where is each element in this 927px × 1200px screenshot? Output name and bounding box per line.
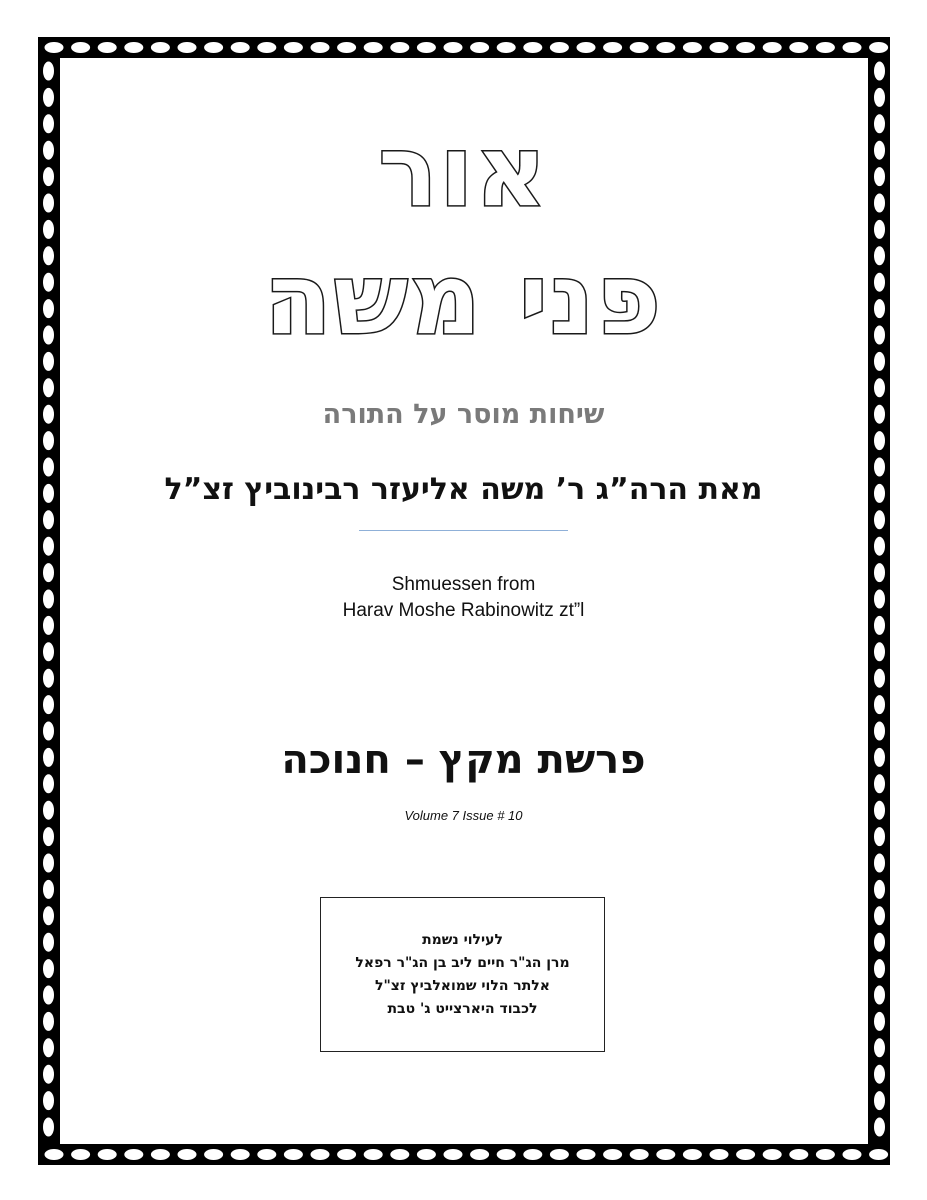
border-dot [364, 1149, 383, 1160]
border-dot [874, 167, 885, 186]
volume-issue: Volume 7 Issue # 10 [404, 808, 523, 823]
border-dot [43, 326, 54, 345]
border-dot [577, 1149, 596, 1160]
border-dot [417, 1149, 436, 1160]
border-dot [656, 1149, 675, 1160]
border-dot [874, 114, 885, 133]
border-dot [43, 537, 54, 556]
border-dot [874, 62, 885, 81]
border-dot [843, 42, 862, 53]
border-dot [43, 722, 54, 741]
border-dot [43, 378, 54, 397]
border-dot [43, 1038, 54, 1057]
border-dot [43, 642, 54, 661]
parsha-heading: פרשת מקץ – חנוכה [281, 737, 646, 783]
border-dot [43, 405, 54, 424]
border-dot [736, 1149, 755, 1160]
border-dot [874, 1038, 885, 1057]
border-dot [874, 1065, 885, 1084]
border-dot [43, 616, 54, 635]
border-dot [43, 194, 54, 213]
border-dot [874, 748, 885, 767]
border-dot [43, 827, 54, 846]
border-dot [43, 854, 54, 873]
border-dot [71, 42, 90, 53]
border-dot [43, 484, 54, 503]
author-english-line-2: Harav Moshe Rabinowitz zt”l [342, 600, 585, 621]
border-dot [71, 1149, 90, 1160]
border-dot [43, 669, 54, 688]
border-dot [231, 1149, 250, 1160]
border-dot [874, 827, 885, 846]
border-dot [43, 880, 54, 899]
border-dot [874, 220, 885, 239]
author-hebrew: מאת הרה”ג ר’ משה אליעזר רבינוביץ זצ”ל [164, 472, 763, 507]
border-dot [869, 1149, 888, 1160]
border-dot [874, 986, 885, 1005]
border-dot [874, 669, 885, 688]
border-dot [337, 42, 356, 53]
border-dot [43, 748, 54, 767]
border-dot [874, 616, 885, 635]
title-line-1: אור [378, 115, 549, 229]
border-dot [874, 801, 885, 820]
title-line-2: פני משה [264, 243, 663, 357]
dedication-line-4: לכבוד היארצייט ג' טבת [387, 1001, 538, 1017]
border-dot [497, 42, 516, 53]
border-dot [874, 880, 885, 899]
dedication-line-3: אלתר הלוי שמואלביץ זצ"ל [375, 978, 550, 994]
border-dot [417, 42, 436, 53]
border-dot [603, 1149, 622, 1160]
border-dot [763, 42, 782, 53]
border-dot [683, 1149, 702, 1160]
border-dot [43, 774, 54, 793]
border-dot [98, 1149, 117, 1160]
border-dot [204, 1149, 223, 1160]
border-dot [683, 42, 702, 53]
border-dot [43, 695, 54, 714]
border-dot [630, 1149, 649, 1160]
border-dot [43, 959, 54, 978]
subtitle: שיחות מוסר על התורה [322, 399, 605, 430]
border-dot [874, 1118, 885, 1137]
border-dot [43, 1118, 54, 1137]
border-dot [311, 42, 330, 53]
divider-line [359, 530, 568, 531]
border-dot [43, 273, 54, 292]
border-dot [874, 378, 885, 397]
border-dot [874, 510, 885, 529]
border-dot [603, 42, 622, 53]
border-dot [874, 695, 885, 714]
border-dot [364, 42, 383, 53]
border-dot [789, 42, 808, 53]
border-dot [43, 933, 54, 952]
dedication-box [320, 897, 605, 1052]
border-dot [874, 563, 885, 582]
border-dot [789, 1149, 808, 1160]
border-dot [874, 590, 885, 609]
border-dot [204, 42, 223, 53]
border-dot [869, 42, 888, 53]
border-dot [816, 42, 835, 53]
border-dot [43, 220, 54, 239]
border-dot [43, 114, 54, 133]
border-dot [43, 352, 54, 371]
border-dot [550, 42, 569, 53]
border-dot [124, 42, 143, 53]
border-dot [874, 299, 885, 318]
border-dot [43, 88, 54, 107]
border-dot [874, 405, 885, 424]
border-dot [444, 1149, 463, 1160]
border-dot [874, 194, 885, 213]
border-dot [231, 42, 250, 53]
border-dot [43, 458, 54, 477]
border-dot [874, 326, 885, 345]
border-dot [874, 774, 885, 793]
border-dot [874, 537, 885, 556]
border-dot [736, 42, 755, 53]
border-dot [43, 510, 54, 529]
border-dot [874, 273, 885, 292]
border-dot [874, 1091, 885, 1110]
border-dot [550, 1149, 569, 1160]
border-dot [874, 906, 885, 925]
border-dot [763, 1149, 782, 1160]
border-dot [874, 642, 885, 661]
border-dot [43, 986, 54, 1005]
border-dot [43, 167, 54, 186]
border-dot [390, 1149, 409, 1160]
border-dot [43, 1065, 54, 1084]
border-dot [816, 1149, 835, 1160]
border-dot [284, 42, 303, 53]
border-dot [43, 431, 54, 450]
border-dot [497, 1149, 516, 1160]
border-dot [710, 1149, 729, 1160]
border-dot [843, 1149, 862, 1160]
border-dot [45, 1149, 64, 1160]
border-dot [43, 141, 54, 160]
border-dot [151, 1149, 170, 1160]
border-dot [45, 42, 64, 53]
border-dot [523, 1149, 542, 1160]
border-dot [43, 906, 54, 925]
border-dot [43, 590, 54, 609]
border-dot [178, 1149, 197, 1160]
border-dot [470, 1149, 489, 1160]
border-dot [656, 42, 675, 53]
border-dot [444, 42, 463, 53]
border-dot [43, 563, 54, 582]
border-dot [151, 42, 170, 53]
border-dot [874, 1012, 885, 1031]
border-dot [874, 431, 885, 450]
border-dot [284, 1149, 303, 1160]
border-dot [257, 1149, 276, 1160]
border-dot [43, 246, 54, 265]
border-dot [874, 141, 885, 160]
border-dot [178, 42, 197, 53]
border-dot [98, 42, 117, 53]
border-dot [337, 1149, 356, 1160]
border-dot [577, 42, 596, 53]
border-dot [874, 458, 885, 477]
border-dot [43, 1091, 54, 1110]
border-dot [874, 88, 885, 107]
border-dot [470, 42, 489, 53]
border-dot [390, 42, 409, 53]
author-english-line-1: Shmuessen from [391, 574, 536, 595]
border-dot [43, 1012, 54, 1031]
dedication-line-1: לעילוי נשמת [422, 932, 503, 948]
border-dot [124, 1149, 143, 1160]
border-dot [630, 42, 649, 53]
border-dot [874, 854, 885, 873]
border-dot [710, 42, 729, 53]
border-dot [257, 42, 276, 53]
border-dot [523, 42, 542, 53]
border-dot [874, 959, 885, 978]
border-dot [43, 801, 54, 820]
border-dot [311, 1149, 330, 1160]
border-dot [874, 352, 885, 371]
border-dot [874, 484, 885, 503]
border-dot [874, 722, 885, 741]
border-dot [43, 62, 54, 81]
border-dot [874, 933, 885, 952]
border-dot [43, 299, 54, 318]
border-dot [874, 246, 885, 265]
dedication-line-2: מרן הג"ר חיים ליב בן הג"ר רפאל [355, 955, 570, 971]
